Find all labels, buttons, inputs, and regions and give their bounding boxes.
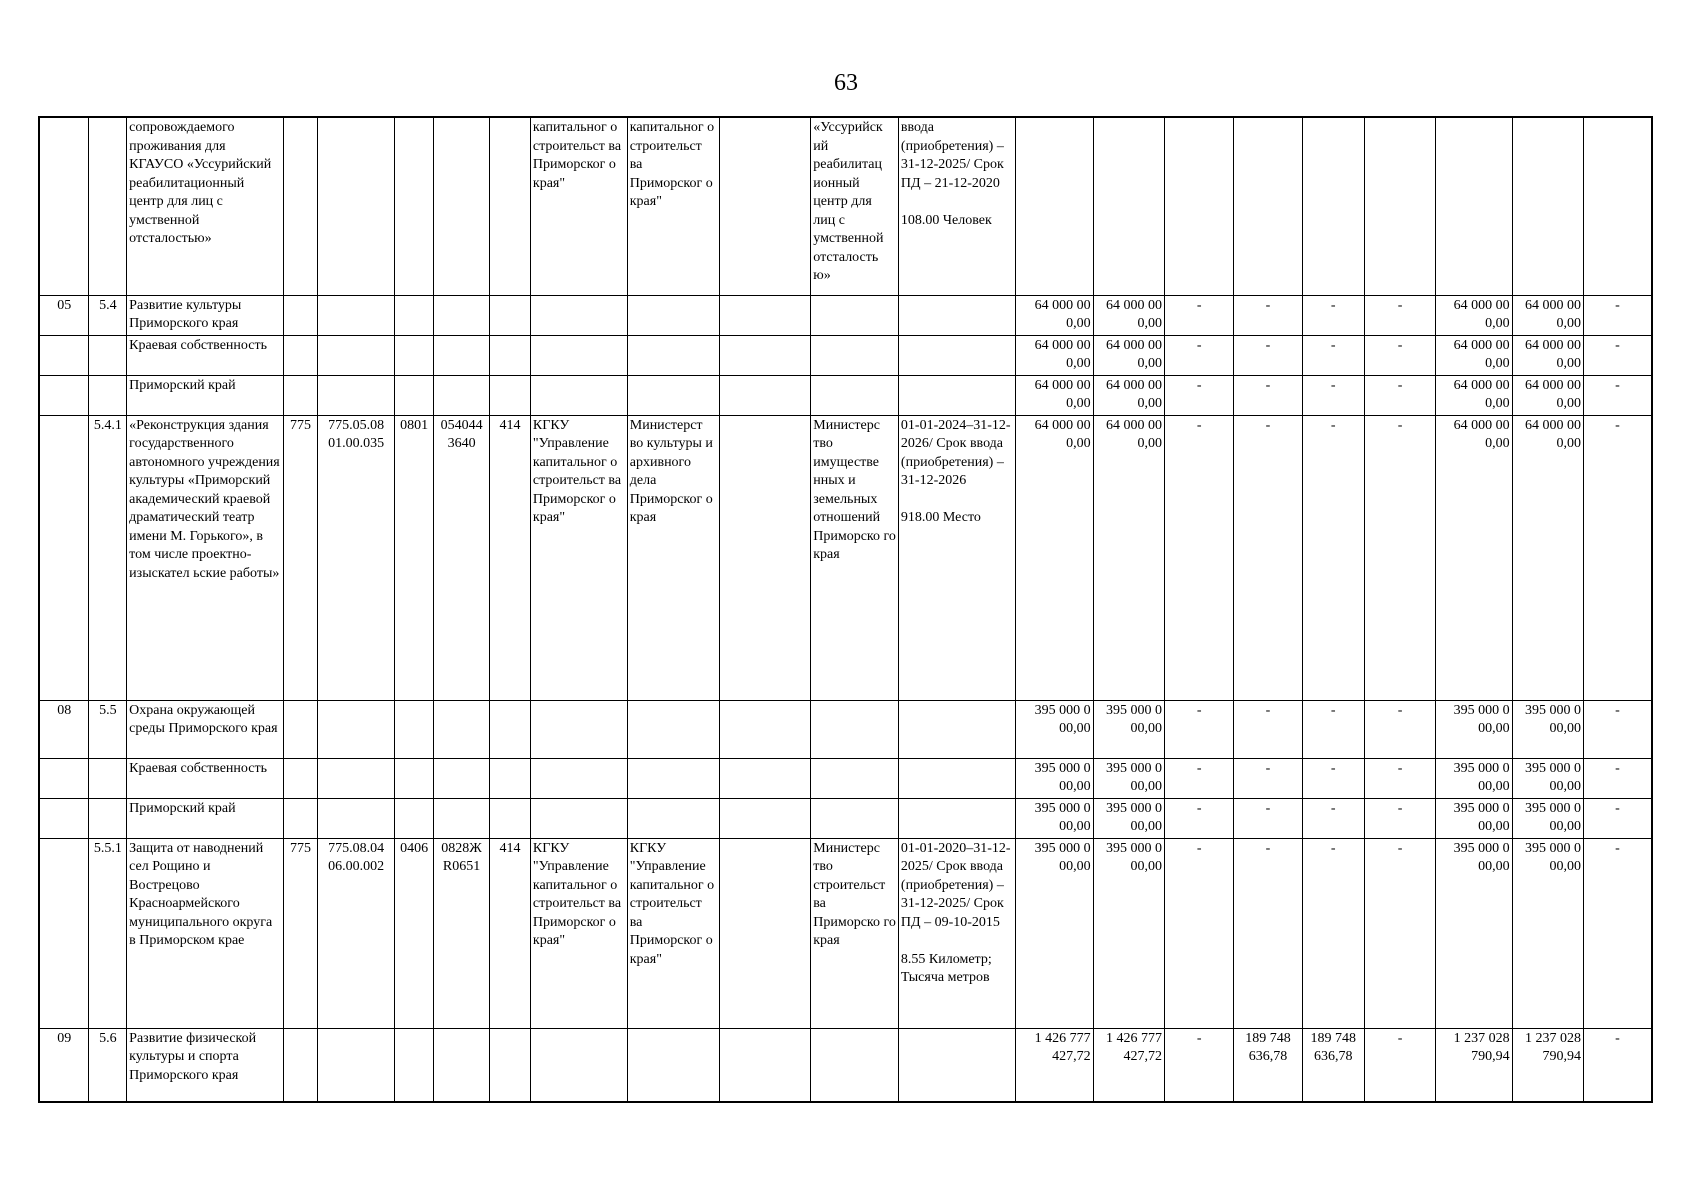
developer-cell	[530, 295, 627, 335]
fb-cell: -	[1165, 295, 1234, 335]
customer-cell	[627, 375, 719, 415]
developer-cell	[530, 335, 627, 375]
vr-cell	[490, 117, 531, 295]
table-row	[39, 117, 1652, 295]
other-cell: 395 000 0 00,00	[1436, 700, 1512, 758]
code-cell	[317, 700, 394, 758]
target-cell	[434, 295, 490, 335]
fb-cell: -	[1165, 335, 1234, 375]
name-cell: Приморский край	[127, 798, 284, 838]
total-cell: 64 000 00 0,00	[1093, 375, 1164, 415]
mb-cell: -	[1364, 1028, 1435, 1102]
number-cell: 5.4	[89, 295, 127, 335]
table-row	[39, 335, 1652, 375]
number-cell	[89, 335, 127, 375]
owner-cell	[811, 798, 899, 838]
misc-cell: -	[1584, 415, 1652, 700]
deadline-cell	[898, 295, 1015, 335]
code-cell	[317, 758, 394, 798]
other-cell: 395 000 0 00,00	[1436, 758, 1512, 798]
number-cell	[89, 758, 127, 798]
target-cell	[434, 700, 490, 758]
other-cell: 64 000 00 0,00	[1436, 335, 1512, 375]
table-row	[39, 700, 1652, 758]
kb-cell: -	[1302, 295, 1364, 335]
misc-cell: -	[1584, 375, 1652, 415]
name-cell: «Реконструкция здания государственного автономного учреждения культуры «Приморский академический краевой драматический театр имени М. Горького», в том числе проектно-изыскател ьские работы»	[127, 415, 284, 700]
grbs-cell	[284, 758, 318, 798]
other-cell: 64 000 00 0,00	[1512, 295, 1583, 335]
name-cell: Охрана окружающей среды Приморского края	[127, 700, 284, 758]
target-cell: 0828Ж R0651	[434, 838, 490, 1028]
deadline-cell	[898, 1028, 1015, 1102]
code-cell: 08	[39, 700, 89, 758]
misc-cell	[1584, 117, 1652, 295]
mb-cell: -	[1364, 700, 1435, 758]
code-cell	[317, 295, 394, 335]
developer-cell	[530, 758, 627, 798]
other-cell: 1 237 028 790,94	[1436, 1028, 1512, 1102]
vr-cell: 414	[490, 415, 531, 700]
total-cell: 395 000 0 00,00	[1093, 838, 1164, 1028]
table-row	[39, 375, 1652, 415]
name-cell: Развитие культуры Приморского края	[127, 295, 284, 335]
mb-cell: -	[1364, 375, 1435, 415]
total-cell: 1 426 777 427,72	[1093, 1028, 1164, 1102]
developer-cell: капитальног о строительст ва Приморског о края"	[530, 117, 627, 295]
blank-cell	[719, 1028, 811, 1102]
kb-cell: -	[1234, 375, 1302, 415]
customer-cell: Министерст во культуры и архивного дела Приморског о края	[627, 415, 719, 700]
vr-cell	[490, 758, 531, 798]
section-cell	[395, 117, 434, 295]
name-cell: Развитие физической культуры и спорта Приморского края	[127, 1028, 284, 1102]
blank-cell	[719, 838, 811, 1028]
developer-cell	[530, 375, 627, 415]
vr-cell	[490, 700, 531, 758]
vr-cell	[490, 295, 531, 335]
total-cell: 64 000 00 0,00	[1093, 415, 1164, 700]
number-cell	[89, 117, 127, 295]
fb-cell	[1165, 117, 1234, 295]
deadline-cell: 01-01-2024–31-12-2026/ Срок ввода (приобретения) – 31-12-2026 918.00 Место	[898, 415, 1015, 700]
code-cell	[39, 838, 89, 1028]
code-cell	[39, 415, 89, 700]
table-row	[39, 295, 1652, 335]
other-cell: 395 000 0 00,00	[1512, 838, 1583, 1028]
kb-cell: -	[1302, 838, 1364, 1028]
misc-cell: -	[1584, 700, 1652, 758]
customer-cell: капитальног о строительст ва Приморског о края"	[627, 117, 719, 295]
code-cell	[317, 375, 394, 415]
name-cell: Краевая собственность	[127, 758, 284, 798]
developer-cell: КГКУ "Управление капитальног о строительст ва Приморског о края"	[530, 415, 627, 700]
misc-cell: -	[1584, 838, 1652, 1028]
grbs-cell	[284, 117, 318, 295]
target-cell	[434, 758, 490, 798]
kb-cell	[1302, 117, 1364, 295]
code-cell: 09	[39, 1028, 89, 1102]
target-cell	[434, 117, 490, 295]
vr-cell: 414	[490, 838, 531, 1028]
mb-cell: -	[1364, 758, 1435, 798]
kb-cell: 189 748 636,78	[1302, 1028, 1364, 1102]
code-cell	[317, 798, 394, 838]
other-cell: 395 000 0 00,00	[1436, 838, 1512, 1028]
code-cell	[39, 117, 89, 295]
section-cell	[395, 335, 434, 375]
grbs-cell	[284, 375, 318, 415]
grbs-cell: 775	[284, 415, 318, 700]
code-cell	[39, 375, 89, 415]
kb-cell: -	[1234, 700, 1302, 758]
total-cell: 1 426 777 427,72	[1016, 1028, 1093, 1102]
kb-cell: -	[1302, 415, 1364, 700]
code-cell	[39, 758, 89, 798]
total-cell: 64 000 00 0,00	[1093, 335, 1164, 375]
misc-cell: -	[1584, 295, 1652, 335]
vr-cell	[490, 1028, 531, 1102]
kb-cell: -	[1302, 758, 1364, 798]
mb-cell: -	[1364, 415, 1435, 700]
other-cell: 64 000 00 0,00	[1436, 295, 1512, 335]
customer-cell	[627, 758, 719, 798]
kb-cell: -	[1302, 375, 1364, 415]
grbs-cell	[284, 798, 318, 838]
other-cell: 395 000 0 00,00	[1512, 798, 1583, 838]
total-cell: 395 000 0 00,00	[1093, 758, 1164, 798]
owner-cell: Министерс тво строительст ва Приморско го края	[811, 838, 899, 1028]
number-cell	[89, 375, 127, 415]
customer-cell	[627, 700, 719, 758]
page-number: 63	[834, 70, 858, 96]
code-cell: 775.08.04 06.00.002	[317, 838, 394, 1028]
total-cell: 395 000 0 00,00	[1093, 798, 1164, 838]
total-cell: 395 000 0 00,00	[1016, 758, 1093, 798]
total-cell: 64 000 00 0,00	[1093, 295, 1164, 335]
code-cell	[39, 798, 89, 838]
number-cell: 5.4.1	[89, 415, 127, 700]
total-cell	[1093, 117, 1164, 295]
deadline-cell	[898, 758, 1015, 798]
deadline-cell	[898, 375, 1015, 415]
fb-cell: -	[1165, 758, 1234, 798]
misc-cell: -	[1584, 798, 1652, 838]
other-cell: 64 000 00 0,00	[1512, 335, 1583, 375]
mb-cell: -	[1364, 295, 1435, 335]
name-cell: сопровождаемого проживания для КГАУСО «Уссурийский реабилитационный центр для лиц с умственной отсталостью»	[127, 117, 284, 295]
total-cell: 64 000 00 0,00	[1016, 335, 1093, 375]
fb-cell: -	[1165, 375, 1234, 415]
blank-cell	[719, 335, 811, 375]
other-cell: 1 237 028 790,94	[1512, 1028, 1583, 1102]
kb-cell: -	[1234, 335, 1302, 375]
blank-cell	[719, 758, 811, 798]
total-cell: 64 000 00 0,00	[1016, 295, 1093, 335]
mb-cell: -	[1364, 798, 1435, 838]
grbs-cell	[284, 295, 318, 335]
misc-cell: -	[1584, 758, 1652, 798]
section-cell	[395, 700, 434, 758]
target-cell	[434, 1028, 490, 1102]
owner-cell	[811, 1028, 899, 1102]
code-cell	[39, 335, 89, 375]
other-cell: 395 000 0 00,00	[1512, 758, 1583, 798]
target-cell	[434, 335, 490, 375]
fb-cell: -	[1165, 1028, 1234, 1102]
number-cell: 5.6	[89, 1028, 127, 1102]
blank-cell	[719, 117, 811, 295]
target-cell	[434, 798, 490, 838]
number-cell: 5.5	[89, 700, 127, 758]
mb-cell	[1364, 117, 1435, 295]
kb-cell: 189 748 636,78	[1234, 1028, 1302, 1102]
vr-cell	[490, 335, 531, 375]
name-cell: Защита от наводнений сел Рощино и Вострецово Красноармейского муниципального округа в Приморском крае	[127, 838, 284, 1028]
developer-cell	[530, 1028, 627, 1102]
name-cell: Краевая собственность	[127, 335, 284, 375]
customer-cell	[627, 798, 719, 838]
fb-cell: -	[1165, 838, 1234, 1028]
total-cell: 64 000 00 0,00	[1016, 375, 1093, 415]
mb-cell: -	[1364, 335, 1435, 375]
section-cell: 0801	[395, 415, 434, 700]
deadline-cell	[898, 335, 1015, 375]
total-cell: 64 000 00 0,00	[1016, 415, 1093, 700]
grbs-cell	[284, 1028, 318, 1102]
number-cell	[89, 798, 127, 838]
deadline-cell: 01-01-2020–31-12-2025/ Срок ввода (приобретения) – 31-12-2025/ Срок ПД – 09-10-2015 8.55 Километр; Тысяча метров	[898, 838, 1015, 1028]
table-row	[39, 1028, 1652, 1102]
kb-cell: -	[1234, 838, 1302, 1028]
total-cell: 395 000 0 00,00	[1093, 700, 1164, 758]
section-cell	[395, 375, 434, 415]
kb-cell: -	[1302, 335, 1364, 375]
blank-cell	[719, 700, 811, 758]
other-cell	[1512, 117, 1583, 295]
table-row	[39, 758, 1652, 798]
code-cell: 775.05.08 01.00.035	[317, 415, 394, 700]
fb-cell: -	[1165, 798, 1234, 838]
target-cell: 054044 3640	[434, 415, 490, 700]
owner-cell	[811, 335, 899, 375]
kb-cell: -	[1302, 700, 1364, 758]
customer-cell	[627, 295, 719, 335]
code-cell	[317, 1028, 394, 1102]
developer-cell	[530, 700, 627, 758]
total-cell: 395 000 0 00,00	[1016, 798, 1093, 838]
number-cell: 5.5.1	[89, 838, 127, 1028]
vr-cell	[490, 798, 531, 838]
kb-cell	[1234, 117, 1302, 295]
other-cell: 395 000 0 00,00	[1436, 798, 1512, 838]
section-cell	[395, 1028, 434, 1102]
developer-cell	[530, 798, 627, 838]
kb-cell: -	[1234, 758, 1302, 798]
other-cell: 64 000 00 0,00	[1436, 375, 1512, 415]
owner-cell	[811, 295, 899, 335]
deadline-cell	[898, 798, 1015, 838]
code-cell	[317, 117, 394, 295]
developer-cell: КГКУ "Управление капитальног о строительст ва Приморског о края"	[530, 838, 627, 1028]
kb-cell: -	[1302, 798, 1364, 838]
misc-cell: -	[1584, 1028, 1652, 1102]
misc-cell: -	[1584, 335, 1652, 375]
grbs-cell	[284, 335, 318, 375]
mb-cell: -	[1364, 838, 1435, 1028]
blank-cell	[719, 798, 811, 838]
section-cell	[395, 798, 434, 838]
kb-cell: -	[1234, 415, 1302, 700]
table-row	[39, 415, 1652, 700]
blank-cell	[719, 375, 811, 415]
customer-cell	[627, 335, 719, 375]
code-cell	[317, 335, 394, 375]
customer-cell: КГКУ "Управление капитальног о строительст ва Приморског о края"	[627, 838, 719, 1028]
section-cell	[395, 295, 434, 335]
owner-cell	[811, 375, 899, 415]
code-cell: 05	[39, 295, 89, 335]
table-row	[39, 838, 1652, 1028]
section-cell	[395, 758, 434, 798]
blank-cell	[719, 295, 811, 335]
name-cell: Приморский край	[127, 375, 284, 415]
other-cell: 64 000 00 0,00	[1512, 415, 1583, 700]
vr-cell	[490, 375, 531, 415]
owner-cell: Министерс тво имуществе нных и земельных отношений Приморско го края	[811, 415, 899, 700]
owner-cell	[811, 700, 899, 758]
grbs-cell	[284, 700, 318, 758]
other-cell: 395 000 0 00,00	[1512, 700, 1583, 758]
other-cell: 64 000 00 0,00	[1512, 375, 1583, 415]
fb-cell: -	[1165, 415, 1234, 700]
kb-cell: -	[1234, 295, 1302, 335]
deadline-cell	[898, 700, 1015, 758]
customer-cell	[627, 1028, 719, 1102]
grbs-cell: 775	[284, 838, 318, 1028]
fb-cell: -	[1165, 700, 1234, 758]
total-cell: 395 000 0 00,00	[1016, 838, 1093, 1028]
section-cell: 0406	[395, 838, 434, 1028]
budget-table	[38, 116, 1653, 1103]
owner-cell	[811, 758, 899, 798]
total-cell	[1016, 117, 1093, 295]
blank-cell	[719, 415, 811, 700]
target-cell	[434, 375, 490, 415]
owner-cell: «Уссурийск ий реабилитац ионный центр для лиц с умственной отсталость ю»	[811, 117, 899, 295]
table-row	[39, 798, 1652, 838]
kb-cell: -	[1234, 798, 1302, 838]
other-cell: 64 000 00 0,00	[1436, 415, 1512, 700]
other-cell	[1436, 117, 1512, 295]
deadline-cell: ввода (приобретения) – 31-12-2025/ Срок ПД – 21-12-2020 108.00 Человек	[898, 117, 1015, 295]
total-cell: 395 000 0 00,00	[1016, 700, 1093, 758]
